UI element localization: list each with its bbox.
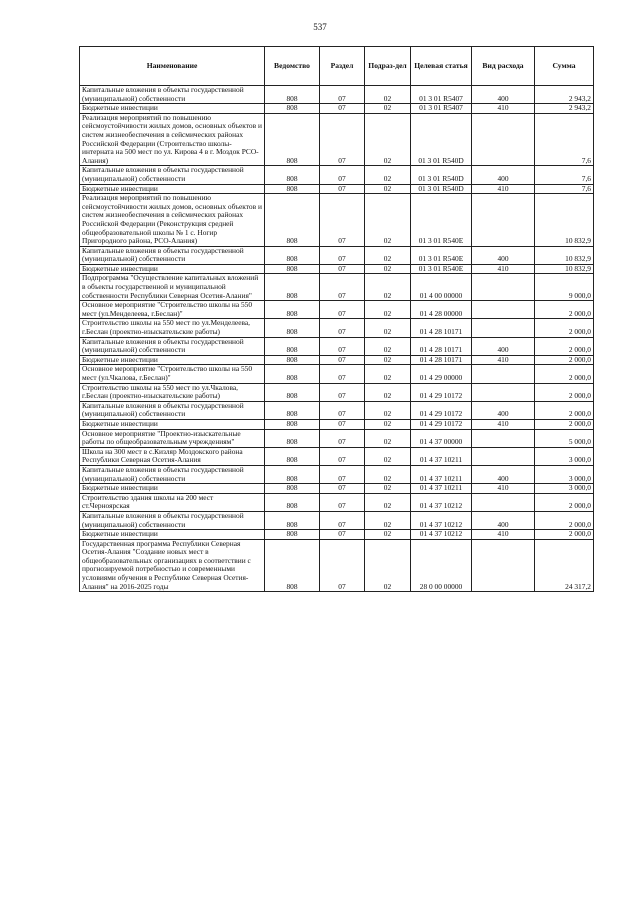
row-department-cell: 808 [265, 383, 320, 401]
row-sum-cell: 7,6 [535, 166, 594, 184]
row-expense-type-cell: 410 [472, 104, 535, 114]
row-target-article-cell: 01 4 28 00000 [411, 301, 472, 319]
row-subsection-cell: 02 [365, 274, 411, 301]
row-target-article-cell: 01 3 01 R540E [411, 246, 472, 264]
row-target-article-cell: 01 4 37 10211 [411, 465, 472, 483]
row-department-cell: 808 [265, 301, 320, 319]
table-row [80, 419, 594, 429]
row-sum-cell: 24 317,2 [535, 539, 594, 592]
row-department-cell: 808 [265, 447, 320, 465]
row-subsection-cell: 02 [365, 419, 411, 429]
row-target-article-cell: 01 4 37 10211 [411, 484, 472, 494]
row-name-cell: Капитальные вложения в объекты государственной (муниципальной) собственности [80, 511, 265, 529]
row-name-cell: Школа на 300 мест в с.Кизляр Моздокского района Республики Северная Осетия-Алания [80, 447, 265, 465]
table-row [80, 365, 594, 383]
row-subsection-cell: 02 [365, 447, 411, 465]
row-section-cell: 07 [320, 365, 365, 383]
row-expense-type-cell: 400 [472, 465, 535, 483]
row-expense-type-cell [472, 539, 535, 592]
row-target-article-cell: 01 4 29 10172 [411, 419, 472, 429]
row-subsection-cell: 02 [365, 365, 411, 383]
row-sum-cell: 2 000,0 [535, 493, 594, 511]
row-target-article-cell: 01 4 29 10172 [411, 383, 472, 401]
row-section-cell: 07 [320, 539, 365, 592]
row-expense-type-cell [472, 319, 535, 337]
row-target-article-cell: 01 3 01 R5407 [411, 104, 472, 114]
row-sum-cell: 10 832,9 [535, 246, 594, 264]
row-expense-type-cell: 410 [472, 264, 535, 274]
column-header-target-article: Целевая статья [411, 47, 472, 86]
row-section-cell: 07 [320, 429, 365, 447]
column-header-section: Раздел [320, 47, 365, 86]
row-department-cell: 808 [265, 86, 320, 104]
row-department-cell: 808 [265, 419, 320, 429]
row-subsection-cell: 02 [365, 484, 411, 494]
row-expense-type-cell: 400 [472, 246, 535, 264]
row-expense-type-cell: 400 [472, 511, 535, 529]
column-header-sum: Сумма [535, 47, 594, 86]
row-name-cell: Капитальные вложения в объекты государственной (муниципальной) собственности [80, 401, 265, 419]
table-row [80, 301, 594, 319]
row-target-article-cell: 01 4 37 10212 [411, 511, 472, 529]
row-sum-cell: 2 000,0 [535, 383, 594, 401]
column-header-department: Ведомство [265, 47, 320, 86]
column-header-name: Наименование [80, 47, 265, 86]
row-sum-cell: 10 832,9 [535, 264, 594, 274]
row-expense-type-cell: 400 [472, 401, 535, 419]
row-sum-cell: 2 943,2 [535, 86, 594, 104]
row-name-cell: Реализация мероприятий по повышению сейсмоустойчивости жилых домов, основных объектов и систем жизнеобеспечения в сейсмических районах Российской Федерации (Строительство школы-интерната на 500 мест по ул. Кирова 4 в г. Моздок РСО-Алания) [80, 113, 265, 166]
row-target-article-cell: 01 4 37 10212 [411, 493, 472, 511]
row-department-cell: 808 [265, 113, 320, 166]
row-name-cell: Бюджетные инвестиции [80, 419, 265, 429]
row-section-cell: 07 [320, 319, 365, 337]
table-row [80, 319, 594, 337]
table-row [80, 337, 594, 355]
row-subsection-cell: 02 [365, 383, 411, 401]
row-department-cell: 808 [265, 539, 320, 592]
budget-table [79, 46, 594, 592]
row-section-cell: 07 [320, 484, 365, 494]
row-department-cell: 808 [265, 511, 320, 529]
row-department-cell: 808 [265, 104, 320, 114]
row-target-article-cell: 01 4 37 10211 [411, 447, 472, 465]
row-section-cell: 07 [320, 337, 365, 355]
row-expense-type-cell [472, 447, 535, 465]
row-name-cell: Капитальные вложения в объекты государственной (муниципальной) собственности [80, 86, 265, 104]
table-row [80, 166, 594, 184]
row-section-cell: 07 [320, 86, 365, 104]
table-row [80, 86, 594, 104]
row-expense-type-cell [472, 365, 535, 383]
row-section-cell: 07 [320, 274, 365, 301]
row-target-article-cell: 01 3 01 R540D [411, 113, 472, 166]
row-section-cell: 07 [320, 465, 365, 483]
row-sum-cell: 2 000,0 [535, 301, 594, 319]
table-row [80, 484, 594, 494]
row-department-cell: 808 [265, 355, 320, 365]
row-name-cell: Реализация мероприятий по повышению сейсмоустойчивости жилых домов, основных объектов и систем жизнеобеспечения в сейсмических районах Российской Федерации (Реконструкция средней общеобразовательной школы № 1 с. Ногир Пригородного района, РСО-Алания) [80, 194, 265, 247]
row-department-cell: 808 [265, 429, 320, 447]
row-name-cell: Бюджетные инвестиции [80, 184, 265, 194]
row-subsection-cell: 02 [365, 184, 411, 194]
row-expense-type-cell: 400 [472, 337, 535, 355]
row-department-cell: 808 [265, 246, 320, 264]
row-section-cell: 07 [320, 301, 365, 319]
table-row [80, 113, 594, 166]
table-row [80, 401, 594, 419]
table-row [80, 194, 594, 247]
row-name-cell: Бюджетные инвестиции [80, 530, 265, 540]
row-name-cell: Подпрограмма "Осуществление капитальных вложений в объекты государственной и муниципальной собственности Республики Северная Осетия-Алания" [80, 274, 265, 301]
row-section-cell: 07 [320, 511, 365, 529]
row-name-cell: Капитальные вложения в объекты государственной (муниципальной) собственности [80, 465, 265, 483]
row-department-cell: 808 [265, 365, 320, 383]
row-sum-cell: 9 000,0 [535, 274, 594, 301]
row-subsection-cell: 02 [365, 465, 411, 483]
row-expense-type-cell: 410 [472, 419, 535, 429]
row-name-cell: Основное мероприятие "Проектно-изыскательные работы по общеобразовательным учреждениям" [80, 429, 265, 447]
row-department-cell: 808 [265, 184, 320, 194]
row-subsection-cell: 02 [365, 401, 411, 419]
row-sum-cell: 2 943,2 [535, 104, 594, 114]
row-target-article-cell: 01 4 37 00000 [411, 429, 472, 447]
row-sum-cell: 2 000,0 [535, 530, 594, 540]
row-expense-type-cell [472, 194, 535, 247]
row-subsection-cell: 02 [365, 86, 411, 104]
row-subsection-cell: 02 [365, 337, 411, 355]
row-subsection-cell: 02 [365, 194, 411, 247]
row-department-cell: 808 [265, 484, 320, 494]
row-target-article-cell: 01 3 01 R540E [411, 194, 472, 247]
row-subsection-cell: 02 [365, 166, 411, 184]
row-subsection-cell: 02 [365, 530, 411, 540]
row-target-article-cell: 01 3 01 R5407 [411, 86, 472, 104]
row-department-cell: 808 [265, 493, 320, 511]
row-name-cell: Бюджетные инвестиции [80, 104, 265, 114]
row-name-cell: Капитальные вложения в объекты государственной (муниципальной) собственности [80, 166, 265, 184]
table-row [80, 429, 594, 447]
row-expense-type-cell: 410 [472, 184, 535, 194]
row-section-cell: 07 [320, 184, 365, 194]
row-target-article-cell: 01 4 29 00000 [411, 365, 472, 383]
row-subsection-cell: 02 [365, 539, 411, 592]
row-sum-cell: 3 000,0 [535, 465, 594, 483]
row-target-article-cell: 01 4 28 10171 [411, 355, 472, 365]
row-subsection-cell: 02 [365, 511, 411, 529]
row-subsection-cell: 02 [365, 246, 411, 264]
row-target-article-cell: 01 4 28 10171 [411, 319, 472, 337]
row-target-article-cell: 01 3 01 R540E [411, 264, 472, 274]
row-subsection-cell: 02 [365, 355, 411, 365]
row-name-cell: Бюджетные инвестиции [80, 355, 265, 365]
row-expense-type-cell [472, 113, 535, 166]
row-name-cell: Основное мероприятие "Строительство школы на 550 мест (ул.Чкалова, г.Беслан)" [80, 365, 265, 383]
row-expense-type-cell [472, 383, 535, 401]
page-number: 537 [313, 22, 327, 32]
row-subsection-cell: 02 [365, 429, 411, 447]
row-section-cell: 07 [320, 194, 365, 247]
row-name-cell: Основное мероприятие "Строительство школы на 550 мест (ул.Менделеева, г.Беслан)" [80, 301, 265, 319]
row-name-cell: Бюджетные инвестиции [80, 264, 265, 274]
row-sum-cell: 2 000,0 [535, 337, 594, 355]
row-expense-type-cell [472, 429, 535, 447]
row-target-article-cell: 01 4 00 00000 [411, 274, 472, 301]
row-sum-cell: 2 000,0 [535, 401, 594, 419]
row-name-cell: Строительство школы на 550 мест по ул.Менделеева, г.Беслан (проектно-изыскательские работы) [80, 319, 265, 337]
row-section-cell: 07 [320, 401, 365, 419]
row-sum-cell: 3 000,0 [535, 447, 594, 465]
row-section-cell: 07 [320, 246, 365, 264]
row-expense-type-cell: 400 [472, 166, 535, 184]
row-department-cell: 808 [265, 465, 320, 483]
row-department-cell: 808 [265, 401, 320, 419]
row-sum-cell: 2 000,0 [535, 511, 594, 529]
row-sum-cell: 2 000,0 [535, 319, 594, 337]
row-department-cell: 808 [265, 194, 320, 247]
row-section-cell: 07 [320, 419, 365, 429]
column-header-expense-type: Вид расхода [472, 47, 535, 86]
row-name-cell: Капитальные вложения в объекты государственной (муниципальной) собственности [80, 337, 265, 355]
row-target-article-cell: 01 3 01 R540D [411, 166, 472, 184]
row-name-cell: Государственная программа Республики Северная Осетия-Алания "Создание новых мест в общеобразовательных организациях в соответствии с прогнозируемой потребностью и современными условиями обучения в Республике Северная Осетия-Алания" на 2016-2025 годы [80, 539, 265, 592]
row-expense-type-cell [472, 274, 535, 301]
table-header-row [80, 47, 594, 86]
row-section-cell: 07 [320, 493, 365, 511]
row-expense-type-cell: 410 [472, 484, 535, 494]
row-sum-cell: 7,6 [535, 113, 594, 166]
table-row [80, 511, 594, 529]
row-section-cell: 07 [320, 264, 365, 274]
row-subsection-cell: 02 [365, 264, 411, 274]
row-sum-cell: 10 832,9 [535, 194, 594, 247]
row-target-article-cell: 01 4 29 10172 [411, 401, 472, 419]
row-sum-cell: 5 000,0 [535, 429, 594, 447]
row-sum-cell: 2 000,0 [535, 419, 594, 429]
row-expense-type-cell: 410 [472, 355, 535, 365]
row-section-cell: 07 [320, 447, 365, 465]
table-row [80, 539, 594, 592]
row-sum-cell: 7,6 [535, 184, 594, 194]
row-department-cell: 808 [265, 166, 320, 184]
row-subsection-cell: 02 [365, 319, 411, 337]
row-department-cell: 808 [265, 530, 320, 540]
row-expense-type-cell: 400 [472, 86, 535, 104]
table-row [80, 530, 594, 540]
row-section-cell: 07 [320, 383, 365, 401]
row-department-cell: 808 [265, 274, 320, 301]
row-section-cell: 07 [320, 166, 365, 184]
row-department-cell: 808 [265, 319, 320, 337]
row-expense-type-cell [472, 493, 535, 511]
row-sum-cell: 2 000,0 [535, 365, 594, 383]
table-row [80, 493, 594, 511]
row-target-article-cell: 01 4 28 10171 [411, 337, 472, 355]
table-row [80, 246, 594, 264]
row-section-cell: 07 [320, 355, 365, 365]
column-header-subsection: Подраз-дел [365, 47, 411, 86]
row-name-cell: Капитальные вложения в объекты государственной (муниципальной) собственности [80, 246, 265, 264]
row-section-cell: 07 [320, 530, 365, 540]
row-department-cell: 808 [265, 337, 320, 355]
table-row [80, 104, 594, 114]
row-target-article-cell: 28 0 00 00000 [411, 539, 472, 592]
row-subsection-cell: 02 [365, 301, 411, 319]
row-expense-type-cell [472, 301, 535, 319]
row-department-cell: 808 [265, 264, 320, 274]
row-name-cell: Строительство здания школы на 200 мест ст.Черноярская [80, 493, 265, 511]
table-row [80, 383, 594, 401]
row-subsection-cell: 02 [365, 493, 411, 511]
table-row [80, 274, 594, 301]
row-name-cell: Бюджетные инвестиции [80, 484, 265, 494]
row-section-cell: 07 [320, 113, 365, 166]
table-row [80, 465, 594, 483]
row-target-article-cell: 01 3 01 R540D [411, 184, 472, 194]
row-name-cell: Строительство школы на 550 мест по ул.Чкалова, г.Беслан (проектно-изыскательские работы) [80, 383, 265, 401]
row-sum-cell: 2 000,0 [535, 355, 594, 365]
row-sum-cell: 3 000,0 [535, 484, 594, 494]
row-subsection-cell: 02 [365, 113, 411, 166]
row-expense-type-cell: 410 [472, 530, 535, 540]
row-section-cell: 07 [320, 104, 365, 114]
row-subsection-cell: 02 [365, 104, 411, 114]
table-row [80, 447, 594, 465]
row-target-article-cell: 01 4 37 10212 [411, 530, 472, 540]
